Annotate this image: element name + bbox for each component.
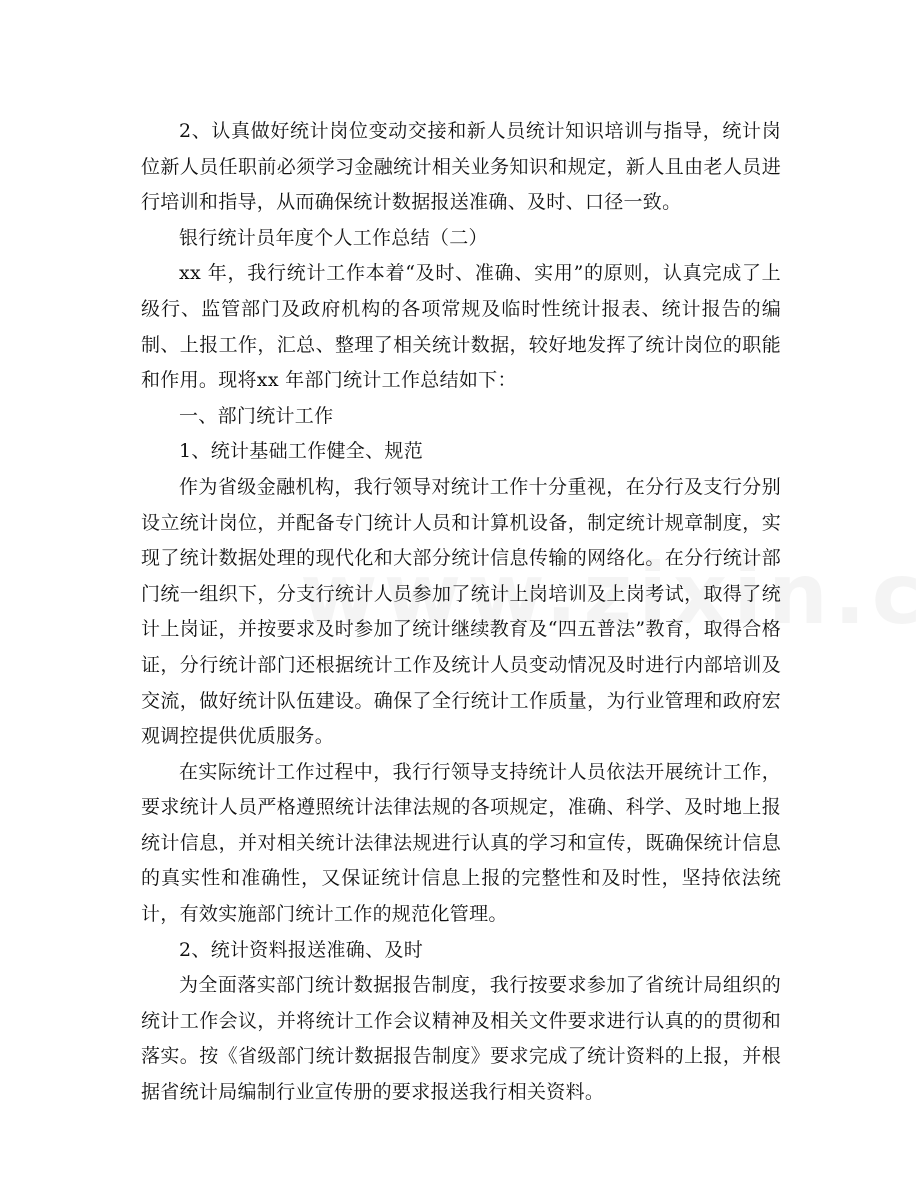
paragraph-basic-work: 作为省级金融机构，我行领导对统计工作十分重视，在分行及支行分别设立统计岗位，并配备专门统计人员和计算机设备，制定统计规章制度，实现了统计数据处理的现代化和大部分统计信息传输的网络化。在分行统计部门统一组织下，分支行统计人员参加了统计上岗培训及上岗考试，取得了统计上岗证，并按要求及时参加了统计继续教育及“四五普法”教育，取得合格证，分行统计部门还根据统计工作及统计人员变动情况及时进行内部培训及交流，做好统计队伍建设。确保了全行统计工作质量，为行业管理和政府宏观调控提供优质服务。 bbox=[141, 475, 781, 748]
paragraph-practice: 在实际统计工作过程中，我行行领导支持统计人员依法开展统计工作，要求统计人员严格遵照统计法律法规的各项规定，准确、科学、及时地上报统计信息，并对相关统计法律法规进行认真的学习和宣传，既确保统计信息的真实性和准确性，又保证统计信息上报的完整性和及时性，坚持依法统计，有效实施部门统计工作的规范化管理。 bbox=[141, 760, 781, 926]
paragraph-reporting: 为全面落实部门统计数据报告制度，我行按要求参加了省统计局组织的统计工作会议，并将统计工作会议精神及相关文件要求进行认真的的贯彻和落实。按《省级部门统计数据报告制度》要求完成了统计资料的上报，并根据省统计局编制行业宣传册的要求报送我行相关资料。 bbox=[141, 974, 781, 1104]
heading-department-statistics: 一、部门统计工作 bbox=[179, 404, 334, 427]
subheading-1: 1、统计基础工作健全、规范 bbox=[179, 440, 423, 463]
paragraph-1: 2、认真做好统计岗位变动交接和新人员统计知识培训与指导，统计岗位新人员任职前必须学习金融统计相关业务知识和规定，新人且由老人员进行培训和指导，从而确保统计数据报送准确、及时、口径一致。 bbox=[141, 120, 781, 214]
document-body bbox=[141, 114, 781, 1111]
paragraph-intro: xx 年，我行统计工作本着“及时、准确、实用”的原则，认真完成了上级行、监管部门及政府机构的各项常规及临时性统计报表、统计报告的编制、上报工作，汇总、整理了相关统计数据，较好地发挥了统计岗位的职能和作用。现将xx 年部门统计工作总结如下： bbox=[141, 262, 781, 392]
section-title: 银行统计员年度个人工作总结（二） bbox=[179, 226, 488, 249]
subheading-2: 2、统计资料报送准确、及时 bbox=[179, 938, 423, 961]
